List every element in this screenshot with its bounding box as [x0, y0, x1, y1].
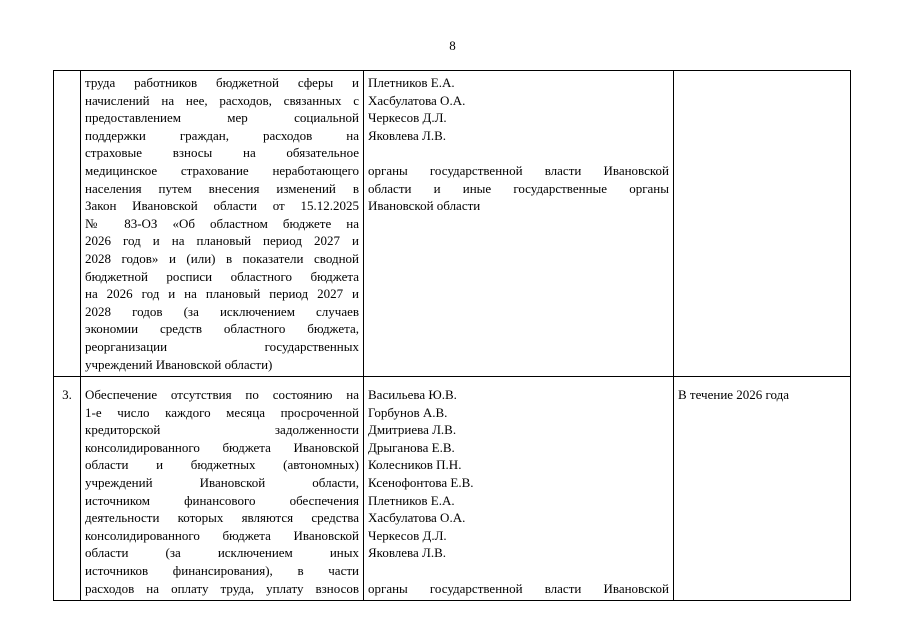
- task-line: учреждений Ивановской области): [85, 356, 273, 372]
- spacer: [368, 144, 669, 162]
- responsible-person: Ксенофонтова Е.В.: [368, 475, 474, 491]
- responsible-person: Горбунов А.В.: [368, 404, 448, 420]
- task-line: труда работников бюджетной сферы и: [85, 75, 359, 90]
- responsible-cell: [364, 71, 674, 377]
- task-line: экономии средств областного бюджета,: [85, 321, 359, 337]
- table-row: [54, 377, 851, 601]
- task-line: деятельности которых являются средства: [85, 510, 359, 526]
- task-cell: [81, 377, 364, 601]
- term-cell: В течение 2026 года: [674, 377, 851, 601]
- task-line: 2026 год и на плановый период 2027 и: [85, 233, 359, 249]
- task-line: 1-е число каждого месяца просроченной: [85, 404, 359, 420]
- responsible-person: Колесников П.Н.: [368, 457, 462, 473]
- responsible-person: Плетников Е.А.: [368, 75, 455, 90]
- responsible-person: Черкесов Д.Л.: [368, 527, 447, 543]
- task-line: консолидированного бюджета Ивановской: [85, 439, 359, 455]
- task-line: населения путем внесения изменений в: [85, 180, 359, 196]
- task-line: № 83-ОЗ «Об областном бюджете на: [85, 215, 359, 231]
- responsible-person: Черкесов Д.Л.: [368, 110, 447, 126]
- page-number: 8: [449, 38, 456, 53]
- task-line: области и бюджетных (автономных): [85, 457, 359, 473]
- term-cell: [674, 71, 851, 377]
- responsible-person: Хасбулатова О.А.: [368, 510, 466, 526]
- measures-table: [53, 70, 851, 601]
- task-line: области (за исключением иных: [85, 545, 359, 561]
- task-line: кредиторской задолженности: [85, 422, 359, 438]
- task-line: бюджетной росписи областного бюджета: [85, 268, 359, 284]
- responsible-org-line: органы государственной власти Ивановской: [368, 162, 669, 178]
- task-line: начислений на нее, расходов, связанных с: [85, 92, 359, 108]
- responsible-person: Дмитриева Л.В.: [368, 422, 457, 438]
- table-row: [54, 71, 851, 377]
- responsible-person: Плетников Е.А.: [368, 492, 455, 508]
- responsible-org-line: области и иные государственные органы: [368, 180, 669, 196]
- responsible-person: Васильева Ю.В.: [368, 387, 457, 403]
- task-line: медицинское страхование неработающего: [85, 162, 359, 178]
- responsible-org-line: Ивановской области: [368, 198, 481, 214]
- task-line: Обеспечение отсутствия по состоянию на: [85, 387, 359, 403]
- task-line: расходов на оплату труда, уплату взносов: [85, 580, 359, 596]
- task-line: учреждений Ивановской области,: [85, 475, 359, 491]
- responsible-person: Дрыганова Е.В.: [368, 439, 455, 455]
- spacer: [368, 562, 669, 580]
- row-number-cell: [54, 71, 81, 377]
- task-line: поддержки граждан, расходов на: [85, 127, 359, 143]
- task-line: предоставлением мер социальной: [85, 110, 359, 126]
- task-line: 2028 годов (за исключением случаев: [85, 303, 359, 319]
- responsible-person: Хасбулатова О.А.: [368, 92, 466, 108]
- task-line: консолидированного бюджета Ивановской: [85, 527, 359, 543]
- task-line: на 2026 год и на плановый период 2027 и: [85, 286, 359, 302]
- task-line: источников финансирования), в части: [85, 563, 359, 579]
- task-line: Закон Ивановской области от 15.12.2025: [85, 198, 359, 214]
- task-line: реорганизации государственных: [85, 338, 359, 354]
- task-line: источником финансового обеспечения: [85, 492, 359, 508]
- task-line: страховые взносы на обязательное: [85, 145, 359, 161]
- task-cell: [81, 71, 364, 377]
- responsible-org-line: органы государственной власти Ивановской: [368, 580, 669, 596]
- responsible-cell: [364, 377, 674, 601]
- row-number-cell: 3.: [54, 377, 81, 601]
- task-line: 2028 годов» и (или) в показатели сводной: [85, 250, 359, 266]
- responsible-person: Яковлева Л.В.: [368, 127, 447, 143]
- responsible-person: Яковлева Л.В.: [368, 545, 447, 561]
